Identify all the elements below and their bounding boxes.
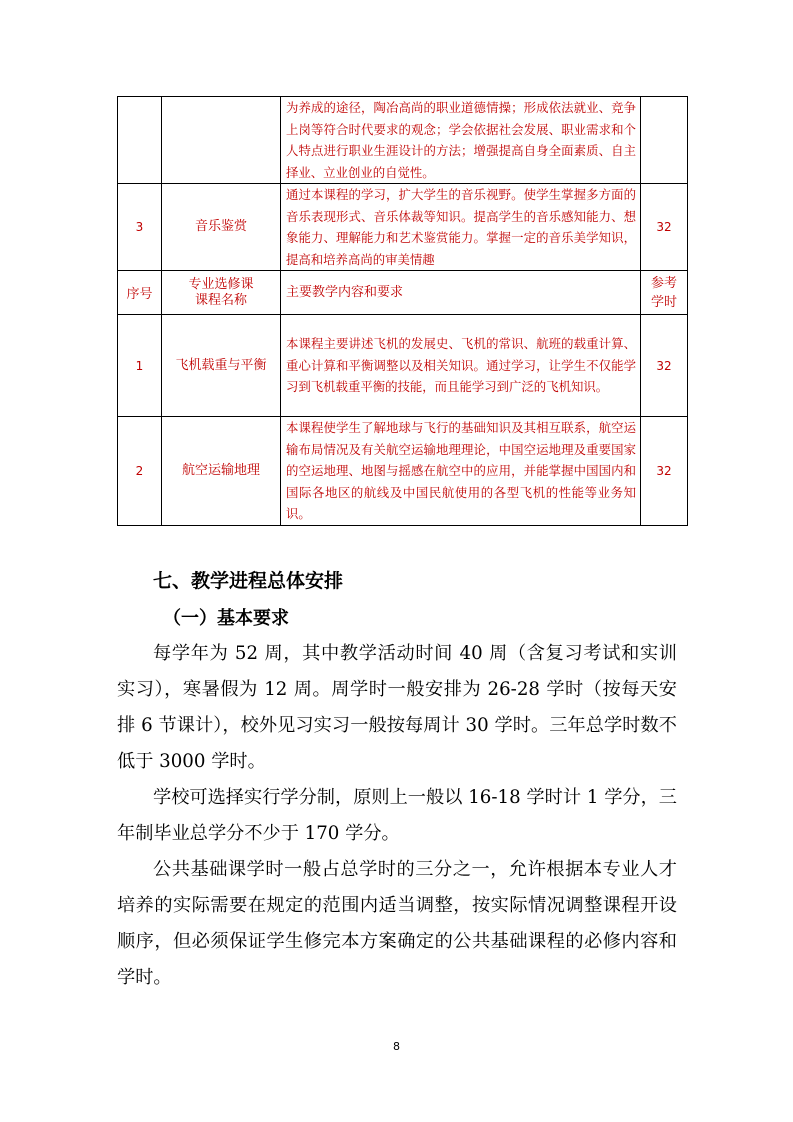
- section-title: 七、教学进程总体安排: [153, 570, 344, 592]
- course-description-cell: 为养成的途径，陶冶高尚的职业道德情操；形成依法就业、竞争上岗等符合时代要求的观念；学会依据社会发展、职业需求和个人特点进行职业生涯设计的方法；增强提高自身全面素质、自主择业、立业创业的自觉性。: [281, 97, 641, 184]
- row-number-cell: 2: [118, 417, 162, 526]
- header-course-name: [162, 271, 281, 315]
- paragraph: 学校可选择实行学分制，原则上一般以 16-18 学时计 1 学分，三年制毕业总学分不少于 170 学分。: [117, 787, 677, 844]
- table-row: [118, 315, 688, 417]
- paragraph: 每学年为 52 周，其中教学活动时间 40 周（含复习考试和实训实习），寒暑假为 12 周。周学时一般安排为 26-28 学时（按每天安排 6 节课计），校外见习实习一般按每周计 30 学时。三年总学时数不低于 3000 学时。: [117, 643, 677, 772]
- table-row: [118, 184, 688, 271]
- course-name-cell: 飞机载重与平衡: [162, 315, 281, 417]
- header-course-name-line2: 课程名称: [194, 292, 247, 308]
- header-hours-line1: 参考: [650, 275, 677, 291]
- course-description-cell: 通过本课程的学习，扩大学生的音乐视野。使学生掌握多方面的音乐表现形式、音乐体裁等知识。提高学生的音乐感知能力、想象能力、理解能力和艺术鉴赏能力。掌握一定的音乐美学知识，提高和培养高尚的审美情趣: [281, 184, 641, 271]
- subsection-title: （一）基本要求: [163, 608, 289, 629]
- course-name-cell: [162, 97, 281, 184]
- table-row: [118, 97, 688, 184]
- row-number-cell: [118, 97, 162, 184]
- table-header-row: [118, 271, 688, 315]
- header-description: 主要教学内容和要求: [281, 271, 641, 315]
- course-name-cell: 音乐鉴赏: [162, 184, 281, 271]
- course-hours-cell: 32: [641, 417, 688, 526]
- course-hours-cell: 32: [641, 184, 688, 271]
- header-hours-line2: 学时: [650, 294, 677, 310]
- course-name-cell: 航空运输地理: [162, 417, 281, 526]
- course-hours-cell: 32: [641, 315, 688, 417]
- header-course-name-line1: 专业选修课: [188, 276, 254, 292]
- header-number: 序号: [118, 271, 162, 315]
- row-number-cell: 1: [118, 315, 162, 417]
- course-hours-cell: [641, 97, 688, 184]
- course-description-cell: 本课程使学生了解地球与飞行的基础知识及其相互联系，航空运输布局情况及有关航空运输地理理论，中国空运地理及重要国家的空运地理、地图与摇感在航空中的应用，并能掌握中国国内和国际各地区的航线及中国民航使用的各型飞机的性能等业务知识。: [281, 417, 641, 526]
- course-description-cell: 本课程主要讲述飞机的发展史、飞机的常识、航班的载重计算、重心计算和平衡调整以及相关知识。通过学习，让学生不仅能学习到飞机载重平衡的技能，而且能学习到广泛的飞机知识。: [281, 315, 641, 417]
- row-number-cell: 3: [118, 184, 162, 271]
- elective-course-table: [117, 96, 688, 526]
- paragraph: 公共基础课学时一般占总学时的三分之一，允许根据本专业人才培养的实际需要在规定的范围内适当调整，按实际情况调整课程开设顺序，但必须保证学生修完本方案确定的公共基础课程的必修内容和学时。: [117, 859, 677, 988]
- header-hours: [641, 271, 688, 315]
- table-row: [118, 417, 688, 526]
- page-number: 8: [393, 1040, 400, 1053]
